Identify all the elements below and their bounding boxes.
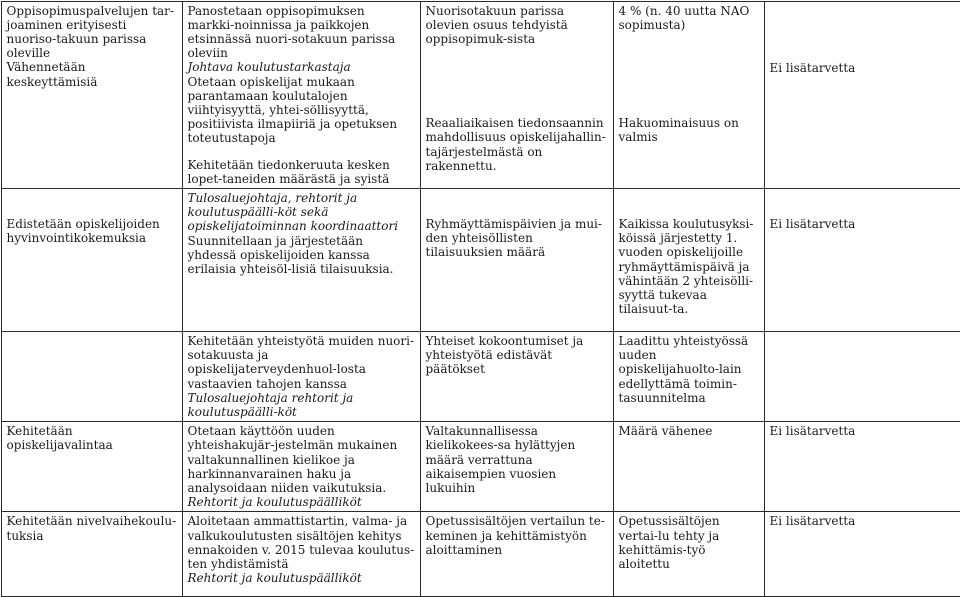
- action-cell: [182, 1, 420, 188]
- indicator-text: Reaaliaikaisen tiedonsaannin mahdollisuus opiskelijahallin-tajärjestelmästä on rakennettu.: [426, 116, 608, 173]
- responsible-text: Rehtorit ja koulutuspäälliköt: [188, 495, 415, 509]
- table-row: [1, 422, 960, 512]
- action-text: Kehitetään yhteistyötä muiden nuori-sotakuusta ja opiskelijaterveydenhuol-losta vastaavien tahojen kanssa: [188, 334, 415, 391]
- indicator-text: Valtakunnallisessa kielikokees-sa hylättyjen määrä verrattuna aikaisempien vuosien lukuihin: [426, 424, 608, 495]
- action-cell: [182, 331, 420, 421]
- table-row: [1, 1, 960, 188]
- target-text: Kaikissa koulutusyksi-köissä järjestetty 1. vuoden opiskelijoille ryhmäyttämispäivä ja vähintään 2 yhteisölli-syyttä tukevaa tilaisuut-ta.: [619, 217, 759, 316]
- action-cell: [182, 512, 420, 597]
- action-cell: [182, 422, 420, 512]
- indicator-text: Yhteiset kokoontumiset ja yhteistyötä edistävät päätökset: [426, 334, 608, 377]
- resource-cell: [764, 1, 960, 188]
- action-plan-table: [1, 1, 960, 597]
- action-cell: [182, 188, 420, 331]
- responsible-text: Rehtorit ja koulutuspäälliköt: [188, 571, 415, 585]
- resource-text: Ei lisätarvetta: [770, 61, 955, 75]
- resource-text: Ei lisätarvetta: [770, 217, 955, 231]
- table-row: [1, 512, 960, 597]
- target-cell: [613, 1, 764, 188]
- indicator-text: Opetussisältöjen vertailun te-keminen ja kehittämistyön aloittaminen: [426, 514, 608, 557]
- resource-text: Ei lisätarvetta: [770, 514, 955, 528]
- resource-text: Ei lisätarvetta: [770, 424, 955, 438]
- indicator-cell: [420, 331, 613, 421]
- resource-cell: [764, 512, 960, 597]
- action-text: Kehitetään tiedonkeruuta kesken lopet-taneiden määrästä ja syistä: [188, 158, 415, 186]
- goal-text: Kehitetään nivelvaihekoulu-tuksia: [7, 514, 177, 542]
- responsible-text: Tulosaluejohtaja, rehtorit ja koulutuspäälli-köt sekä opiskelijatoiminnan koordinaattori: [188, 191, 415, 234]
- action-text: Suunnitellaan ja järjestetään yhdessä opiskelijoiden kanssa erilaisia yhteisöl-lisiä tilaisuuksia.: [188, 234, 415, 277]
- goal-cell: [1, 512, 182, 597]
- resource-cell: [764, 188, 960, 331]
- target-text: Määrä vähenee: [619, 424, 759, 438]
- indicator-cell: [420, 188, 613, 331]
- table-row: [1, 188, 960, 331]
- action-text: Aloitetaan ammattistartin, valma- ja valkukoulutusten sisältöjen kehitys ennakoiden v. 2015 tulevaa koulutus-ten yhdistämistä: [188, 514, 415, 571]
- action-text: Otetaan opiskelijat mukaan parantamaan koulutalojen viihtyisyyttä, yhtei-söllisyyttä, positiivista ilmapiiriä ja opetuksen toteutustapoja: [188, 75, 415, 146]
- goal-cell: [1, 188, 182, 331]
- target-cell: [613, 331, 764, 421]
- table-row: [1, 331, 960, 421]
- goal-text: Oppisopimuspalvelujen tar-joaminen erityisesti nuoriso-takuun parissa oleville: [7, 4, 177, 61]
- resource-cell: [764, 331, 960, 421]
- target-text: Opetussisältöjen vertai-lu tehty ja kehittämis-työ aloitettu: [619, 514, 759, 571]
- goal-cell: [1, 1, 182, 188]
- target-cell: [613, 422, 764, 512]
- responsible-text: Johtava koulutustarkastaja: [188, 60, 415, 74]
- indicator-cell: [420, 422, 613, 512]
- indicator-cell: [420, 512, 613, 597]
- target-cell: [613, 188, 764, 331]
- goal-text: Kehitetään opiskelijavalintaa: [7, 424, 177, 452]
- target-text: Laadittu yhteistyössä uuden opiskelijahuolto-lain edellyttämä toimin-tasuunnitelma: [619, 334, 759, 405]
- target-cell: [613, 512, 764, 597]
- indicator-text: Ryhmäyttämispäivien ja mui-den yhteisöllisten tilaisuuksien määrä: [426, 217, 608, 260]
- responsible-text: Tulosaluejohtaja rehtorit ja koulutuspäälli-köt: [188, 391, 415, 419]
- action-text: Otetaan käyttöön uuden yhteishakujär-jestelmän mukainen valtakunnallinen kielikoe ja harkinnanvarainen haku ja analysoidaan niiden vaikutuksia.: [188, 424, 415, 495]
- target-text: 4 % (n. 40 uutta NAO sopimusta): [619, 4, 759, 32]
- indicator-text: Nuorisotakuun parissa olevien osuus tehdyistä oppisopimuk-sista: [426, 4, 608, 47]
- resource-cell: [764, 422, 960, 512]
- target-text: Hakuominaisuus on valmis: [619, 116, 759, 144]
- goal-text: Edistetään opiskelijoiden hyvinvointikokemuksia: [7, 217, 177, 245]
- goal-cell: [1, 422, 182, 512]
- goal-text: Vähennetään keskeyttämisiä: [7, 60, 177, 88]
- indicator-cell: [420, 1, 613, 188]
- action-text: Panostetaan oppisopimuksen markki-noinnissa ja paikkojen etsinnässä nuori-sotakuun parissa oleviin: [188, 4, 415, 61]
- goal-cell: [1, 331, 182, 421]
